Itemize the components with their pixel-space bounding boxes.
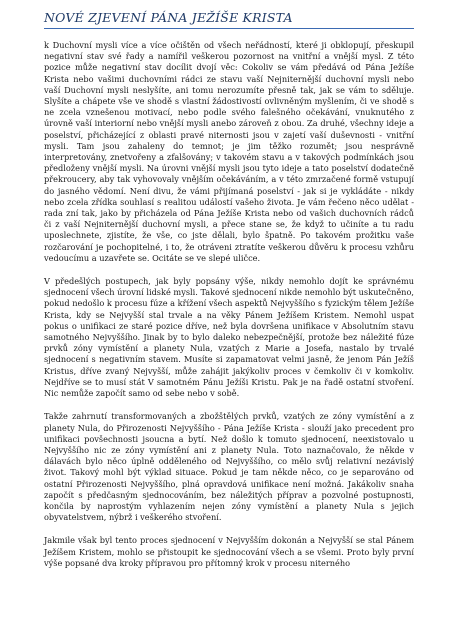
- header-rule: [44, 28, 414, 29]
- page-title: NOVÉ ZJEVENÍ PÁNA JEŽÍŠE KRISTA: [44, 10, 293, 25]
- page-header: [44, 10, 414, 29]
- paragraph-4: Jakmile však byl tento proces sjednocení v Nejvyšším dokonán a Nejvyšší se stal Pánem Ježíšem Kristem, mohlo se přistoupit ke sjednocování všech a se všemi. Proto byly první výše popsané dva kroky přípravou pro přítomný krok v procesu niterného: [44, 535, 414, 568]
- paragraph-1: k Duchovní mysli více a více očištěn od všech neřádností, které ji obklopují, přeskupil negativní stav své řady a namířil veškerou pozornost na vnitřní a vnější mysl. Z této pozice může negativní stav docílit dvojí věc: Cokoliv se vám předává od Pána Ježíše Krista nebo vašimi duchovními rádci ze stavu vaší Nejniternější duchovní mysli nebo vaší Duchovní mysli neslyšíte, ani tomu nerozumíte přesně tak, jak se vám to sděluje. Slyšíte a chápete vše ve shodě s vlastní žádostivostí ovlivněným myšlením, či ve shodě s ne zcela vznešenou motivací, nebo podle svého falešného očekávání, vnuknutého z úrovně vaší interiorní nebo vnější mysli anebo zároveň z obou. Za druhé, všechny ideje a poselství, přicházející z oblasti pravé niternosti jsou v zajetí vaší duševnosti - vnitřní mysli. Tam jsou zahaleny do temnot; je jim těžko rozumět; jsou nesprávně interpretovány, znetvořeny a zfalšovány; v takovém stavu a v takových podmínkách jsou předloženy vnější mysli. Na úrovni vnější mysli jsou tyto ideje a tato poselství dodatečně překroucery, aby tak vyhovovaly vnějším očekáváním, a v této zmrzačené formě vstupují do jasného vědomí. Není divu, že vámi přijímaná poselství - jak si je vykládáte - nikdy nebo zcela zřídka souhlasí s realitou událostí vašeho života. Je vám řečeno něco udělat - rada zní tak, jako by přicházela od Pána Ježíše Krista nebo od vašich duchovních rádců či z vaší Nejniternější duchovní mysli, a přece stane se, že když to učiníte a tu radu uposlechnete, zjistíte, že vše, co jste dělali, bylo špatně. Po takovém prožitku vaše rozčarování je pochopitelné, i to, že otráveni ztratíte veškerou důvěru k procesu vzhůru vedoucímu a uzavřete se. Ocitáte se ve slepé uličce.: [44, 40, 414, 263]
- paragraph-2: V předešlých postupech, jak byly popsány výše, nikdy nemohlo dojít ke správnému sjednocení všech úrovní lidské mysli. Takové sjednocení nikde nemohlo být uskutečněno, pokud nedošlo k procesu fúze a křížení všech aspektů Nejvyššího s fyzickým tělem Ježíše Krista, kdy se Nejvyšší stal trvale a na věky Pánem Ježíšem Kristem. Nemohl uspat pokus o unifikaci ze staré pozice dříve, než byla dovršena unifikace v Absolutním stavu samotného Nejvyššího. Jinak by to bylo daleko nebezpečnější, protože bez náležité fúze prvků zóny vymístění a planety Nula, vzatých z Marie a Josefa, nastalo by trvalé sjednocení s negativním stavem. Musíte si zapamatovat velmi jasně, že jenom Pán Ježíš Kristus, dříve zvaný Nejvyšší, může zahájit jakýkoliv proces v čemkoliv či v komkoliv. Nejdříve se to musí stát V samotném Pánu Ježíši Kristu. Pak je na řadě ostatní stvoření. Nic nemůže započít samo od sebe nebo v sobě.: [44, 276, 414, 399]
- body-text: [44, 40, 414, 569]
- paragraph-3: Takže zahrnutí transformovaných a zbožštělých prvků, vzatých ze zóny vymístění a z planety Nula, do Přirozenosti Nejvyššího - Pána Ježíše Krista - slouží jako precedent pro unifikaci povšechnosti jsoucna a bytí. Než došlo k tomuto sjednocení, neexistovalo u Nejvyššího nic ze zóny vymístění ani z planety Nula. Toto naznačovalo, že někde v dálavách bylo něco úplně odděleného od Nejvyššího, co mělo svůj relativní nezávislý život. Takový mohl být výklad situace. Pokud je tam někde něco, co je separováno od ostatní Přirozenosti Nejvyššího, plná opravdová unifikace není možná. Jakákoliv snaha započít s předčasným sjednocováním, bez náležitých příprav a pozvolné postupnosti, končila by naprostým vyhlazením nejen zóny vymístění a planety Nula s jejich obyvatelstvem, nýbrž i veškerého stvoření.: [44, 411, 414, 523]
